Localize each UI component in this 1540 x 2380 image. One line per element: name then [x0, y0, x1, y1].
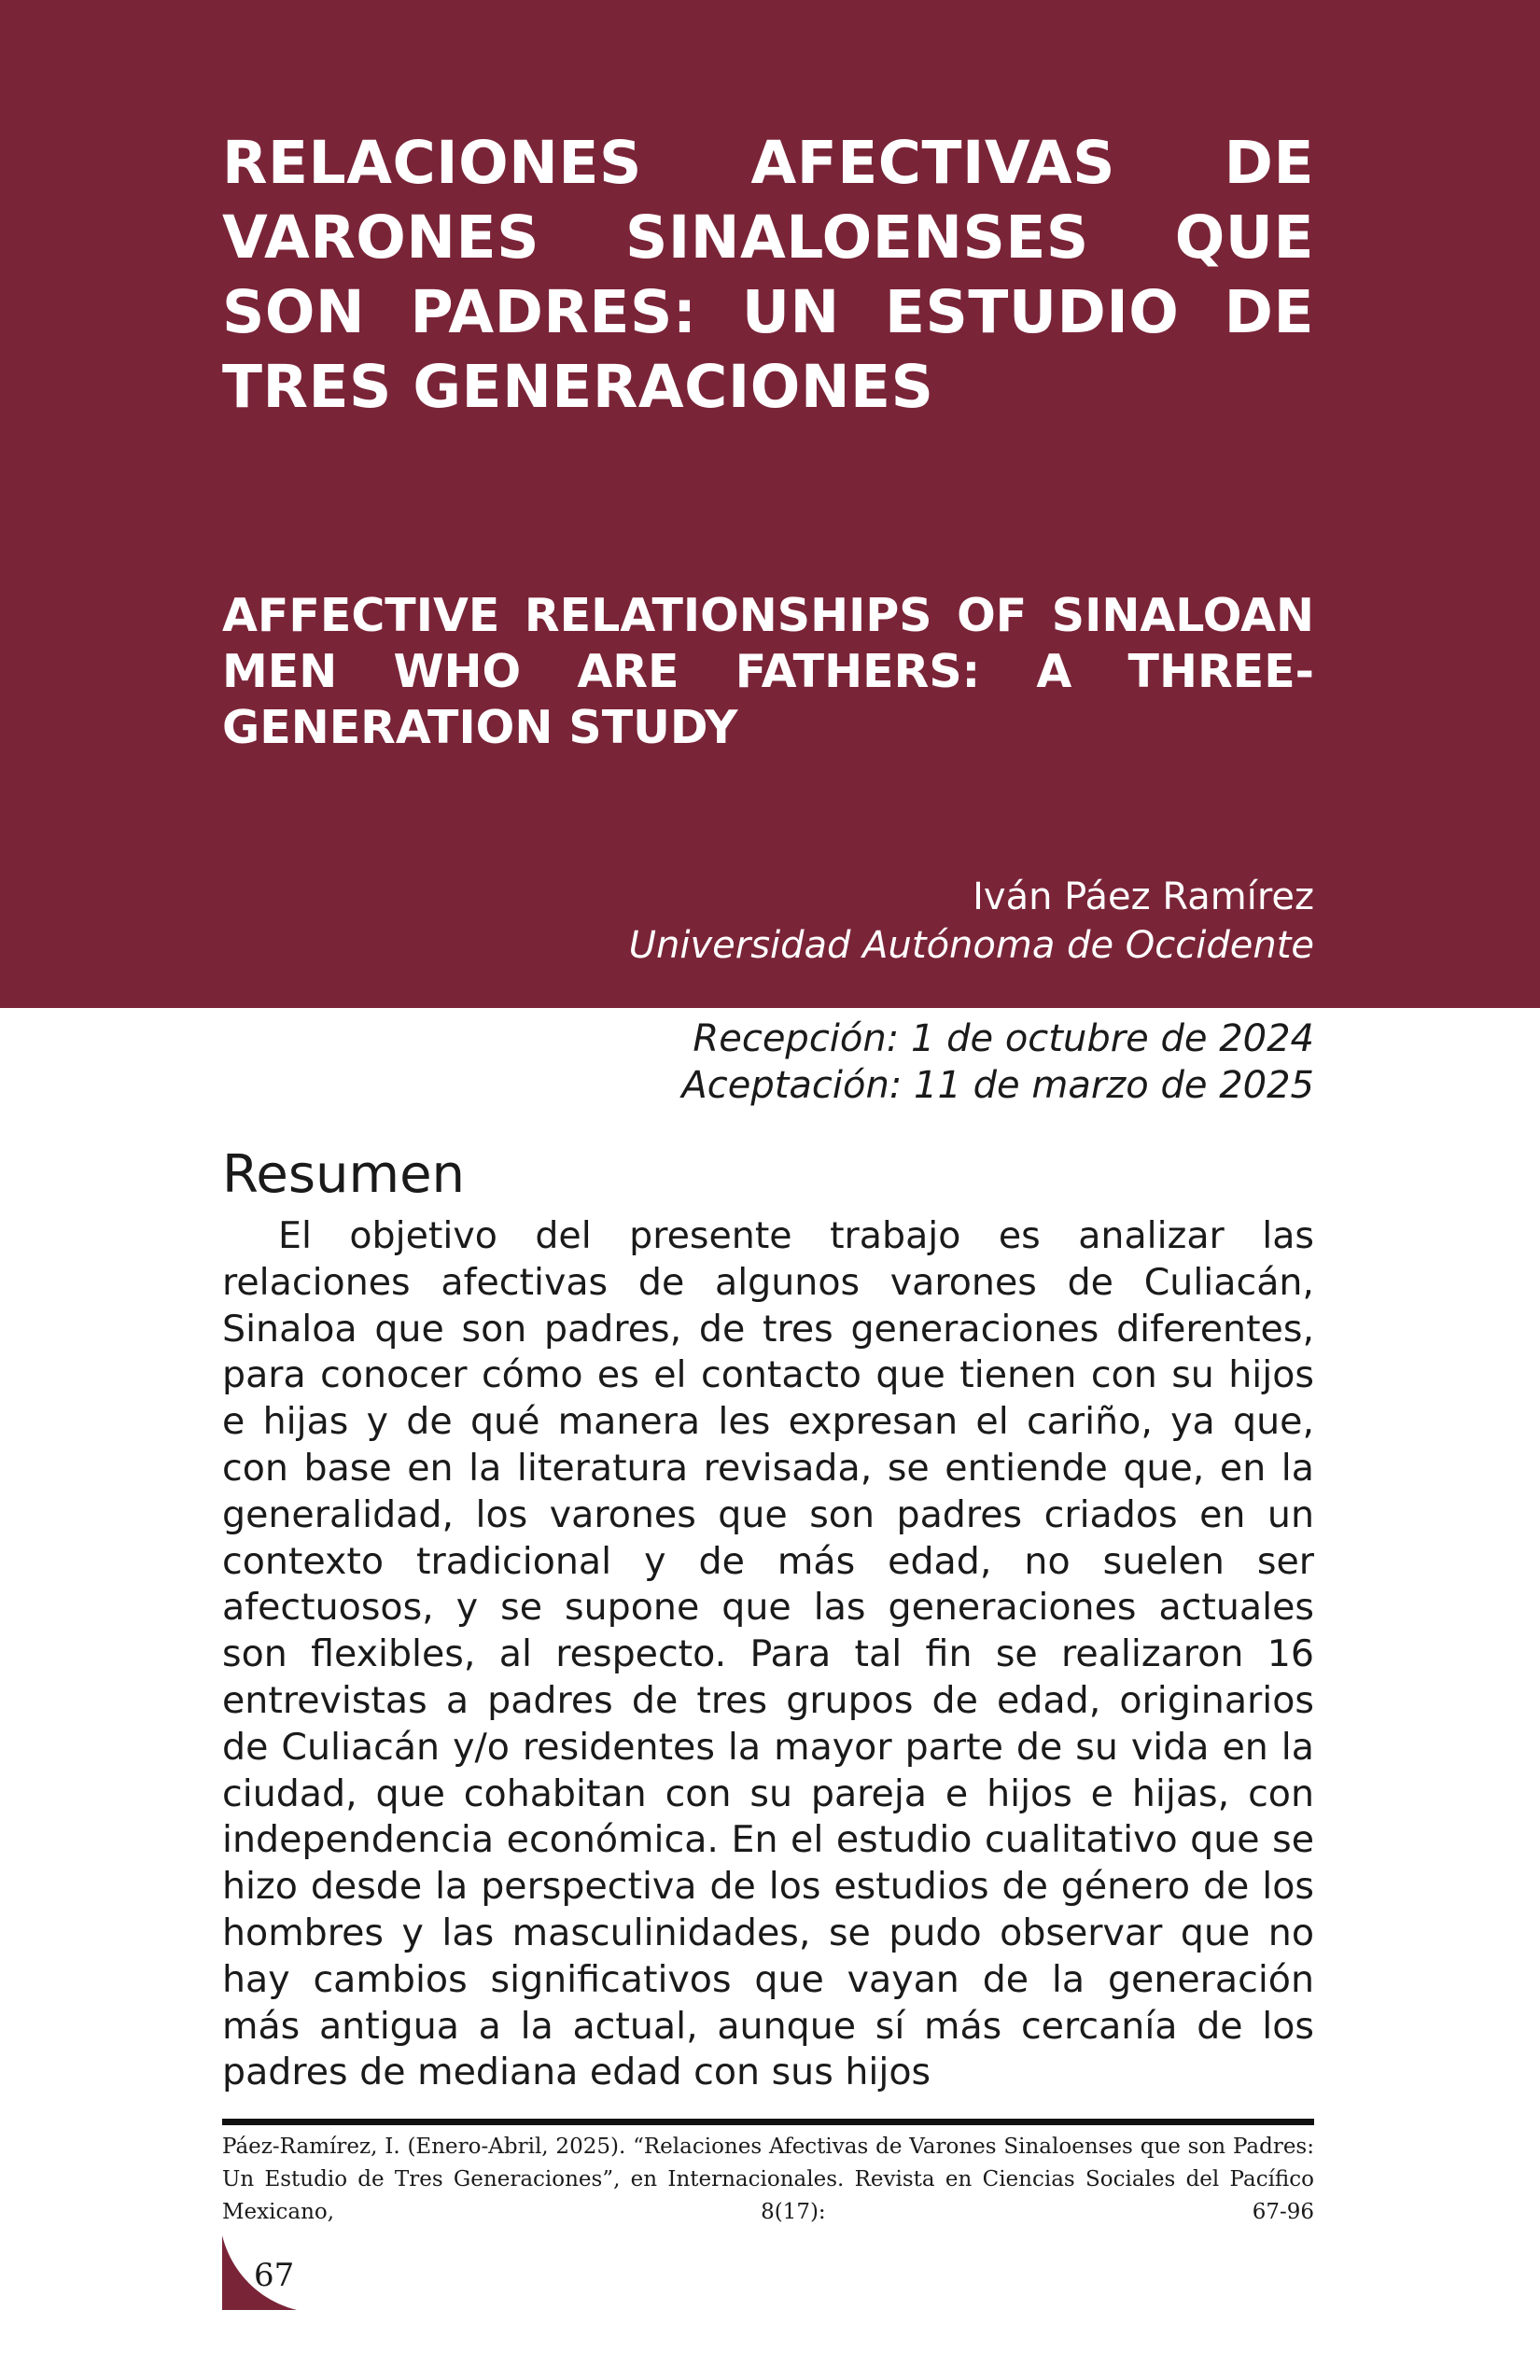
article-title-spanish: RELACIONES AFECTIVAS DE VARONES SINALOENSES QUE SON PADRES: UN ESTUDIO DE TRES GENERACIONES — [222, 129, 1314, 421]
citation-footnote: Páez-Ramírez, I. (Enero-Abril, 2025). “Relaciones Afectivas de Varones Sinaloenses que son Padres: Un Estudio de Tres Generaciones”, en Internacionales. Revista en Ciencias Sociales del Pacífico Mexicano, 8(17): 67-96 — [222, 2135, 1314, 2224]
page-number: 67 — [254, 2257, 295, 2294]
submission-dates — [681, 1015, 1314, 1109]
abstract-heading: Resumen — [222, 1144, 466, 1205]
article-title-english: AFFECTIVE RELATIONSHIPS OF SINALOAN MEN WHO ARE FATHERS: A THREE-GENERATION STUDY — [222, 589, 1314, 754]
author-affiliation: Universidad Autónoma de Occidente — [628, 924, 1314, 967]
received-date: Recepción: 1 de octubre de 2024 — [693, 1017, 1314, 1060]
abstract-body: El objetivo del presente trabajo es analizar las relaciones afectivas de algunos varones de Culiacán, Sinaloa que son padres, de tres generaciones diferentes, para conocer cómo es el contacto que tienen con su hijos e hijas y de qué manera les expresan el cariño, ya que, con base en la literatura revisada, se entiende que, en la generalidad, los varones que son padres criados en un contexto tradicional y de más edad, no suelen ser afectuosos, y se supone que las generaciones actuales son flexibles, al respecto. Para tal fin se realizaron 16 entrevistas a padres de tres grupos de edad, originarios de Culiacán y/o residentes la mayor parte de su vida en la ciudad, que cohabitan con su pareja e hijos e hijas, con independencia económica. En el estudio cualitativo que se hizo desde la perspectiva de los estudios de género de los hombres y las masculinidades, se pudo observar que no hay cambios significativos que vayan de la generación más antigua a la actual, aunque sí más cercanía de los padres de mediana edad con sus hijos — [222, 1214, 1314, 2094]
author-name: Iván Páez Ramírez — [973, 875, 1314, 918]
accepted-date: Aceptación: 11 de marzo de 2025 — [681, 1064, 1314, 1107]
title-banner — [0, 0, 1540, 1008]
author-block — [629, 873, 1314, 970]
footnote-rule — [222, 2119, 1314, 2125]
